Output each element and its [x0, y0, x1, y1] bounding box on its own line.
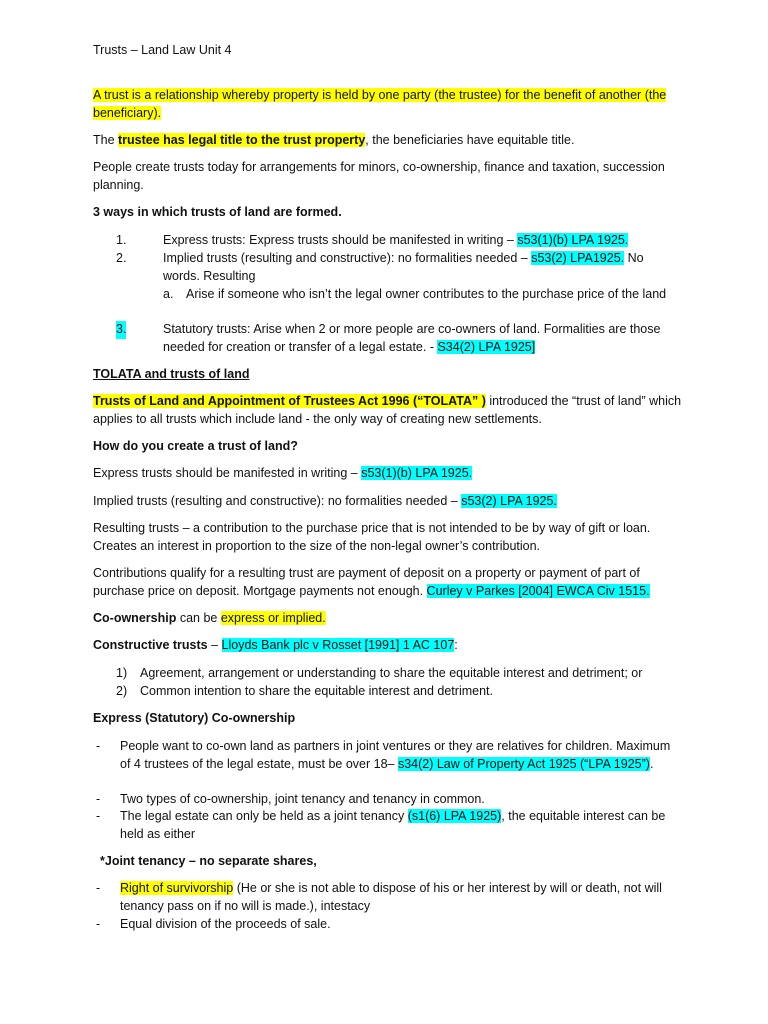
constructive-paragraph: Constructive trusts – Lloyds Bank plc v Rosset [1991] 1 AC 107: — [93, 638, 458, 652]
tolata-heading: TOLATA and trusts of land — [93, 367, 250, 381]
trust-definition: A trust is a relationship whereby property is held by one party (the trustee) for the benefit of another (the beneficiary). — [93, 88, 667, 120]
purposes-paragraph: People create trusts today for arrangements for minors, co-ownership, finance and taxation, succession planning. — [93, 160, 665, 192]
resulting-paragraph: Resulting trusts – a contribution to the purchase price that is not intended to be by way of gift or loan. Creates an interest in proportion to the size of the non-legal owner’s contribution. — [93, 521, 651, 553]
implied-paragraph: Implied trusts (resulting and constructive): no formalities needed – s53(2) LPA 1925. — [93, 494, 557, 508]
contributions-paragraph: Contributions qualify for a resulting trust are payment of deposit on a property or payment of part of purchase price on deposit. Mortgage payments not enough. Curley v Parkes [2004] EWCA Civ 1515. — [93, 566, 650, 598]
document-page: Trusts – Land Law Unit 4 A trust is a relationship whereby property is held by one party (the trustee) for the benefit of another (the beneficiary). The trustee has legal title to the trust property, the beneficiaries have equitable title. People create trusts today for arrangements for minors, co-ownership, finance and taxation, succession planning. 3 ways in which trusts of land are formed. 1. Express trusts: Express trusts should be manifested in writing – s53(1)(b) LPA 1925. 2. Implied trusts (resulting and constructive): no formalities needed – s53(2) LPA1925. No words. Resulting a. Arise if someone who isn’t the legal owner contributes to the purchase price of the land 3. Statutory trusts: Arise when 2 or more people are co-owners of land. Formalities are those needed for creation or transfer of a legal estate. - S34(2) LPA 1925] TOLATA and trusts of land Trusts of Land and Appointment of Trustees Act 1996 (“TOLATA” ) introduced the “trust of land” which applies to all trusts which include land - the only way of creating new settlements. How do you create a trust of land? Express trusts should be manifested in writing – s53(1)(b) LPA 1925. Implied trusts (resulting and constructive): no formalities needed – s53(2) LPA 1925. Resulting trusts – a contribution to the purchase price that is not intended to be by way of gift or loan. Creates an interest in proportion to the size of the non-legal owner’s contribution. Contributions qualify for a resulting trust are payment of deposit on a property or payment of part of purchase price on deposit. Mortgage payments not enough. Curley v Parkes [2004] EWCA Civ 1515. Co-ownership can be express or implied. Constructive trusts – Lloyds Bank plc v Rosset [1991] 1 AC 107: 1) Agreement, arrangement or understanding to share the equitable interest and detriment; or 2) Common intention to share the equitable interest and detriment. Express (Statutory) Co-ownership - People want to co-own land as partners in joint ventures or they are relatives for children. Maximum of 4 trustees of the legal estate, must be over 18– s34(2) Law of Property Act 1925 (“LPA 1925”). - Two types of co-ownership, joint tenancy and tenancy in common. - The legal estate can only be held as a joint tenancy (s1(6) LPA 1925), the equitable interest can be held as either *Joint tenancy – no separate shares, - Right of survivorship (He or she is not able to dispose of his or her interest by will or death, not will tenancy pass on if no will is made.), intestacy - Equal division of the proceeds of sale. — [93, 43, 682, 931]
express-paragraph: Express trusts should be manifested in writing – s53(1)(b) LPA 1925. — [93, 466, 473, 480]
tolata-paragraph: Trusts of Land and Appointment of Trustees Act 1996 (“TOLATA” ) introduced the “trust of land” which applies to all trusts which include land - the only way of creating new settlements. — [93, 394, 682, 426]
coownership-paragraph: Co-ownership can be express or implied. — [93, 611, 326, 625]
express-coownership-heading: Express (Statutory) Co-ownership — [93, 711, 296, 725]
create-heading: How do you create a trust of land? — [93, 439, 298, 453]
page-header: Trusts – Land Law Unit 4 — [93, 43, 232, 57]
legal-title-paragraph: The trustee has legal title to the trust property, the beneficiaries have equitable title. — [93, 133, 575, 147]
ways-heading: 3 ways in which trusts of land are formed. — [93, 205, 342, 219]
joint-tenancy-heading: *Joint tenancy – no separate shares, — [100, 854, 317, 868]
